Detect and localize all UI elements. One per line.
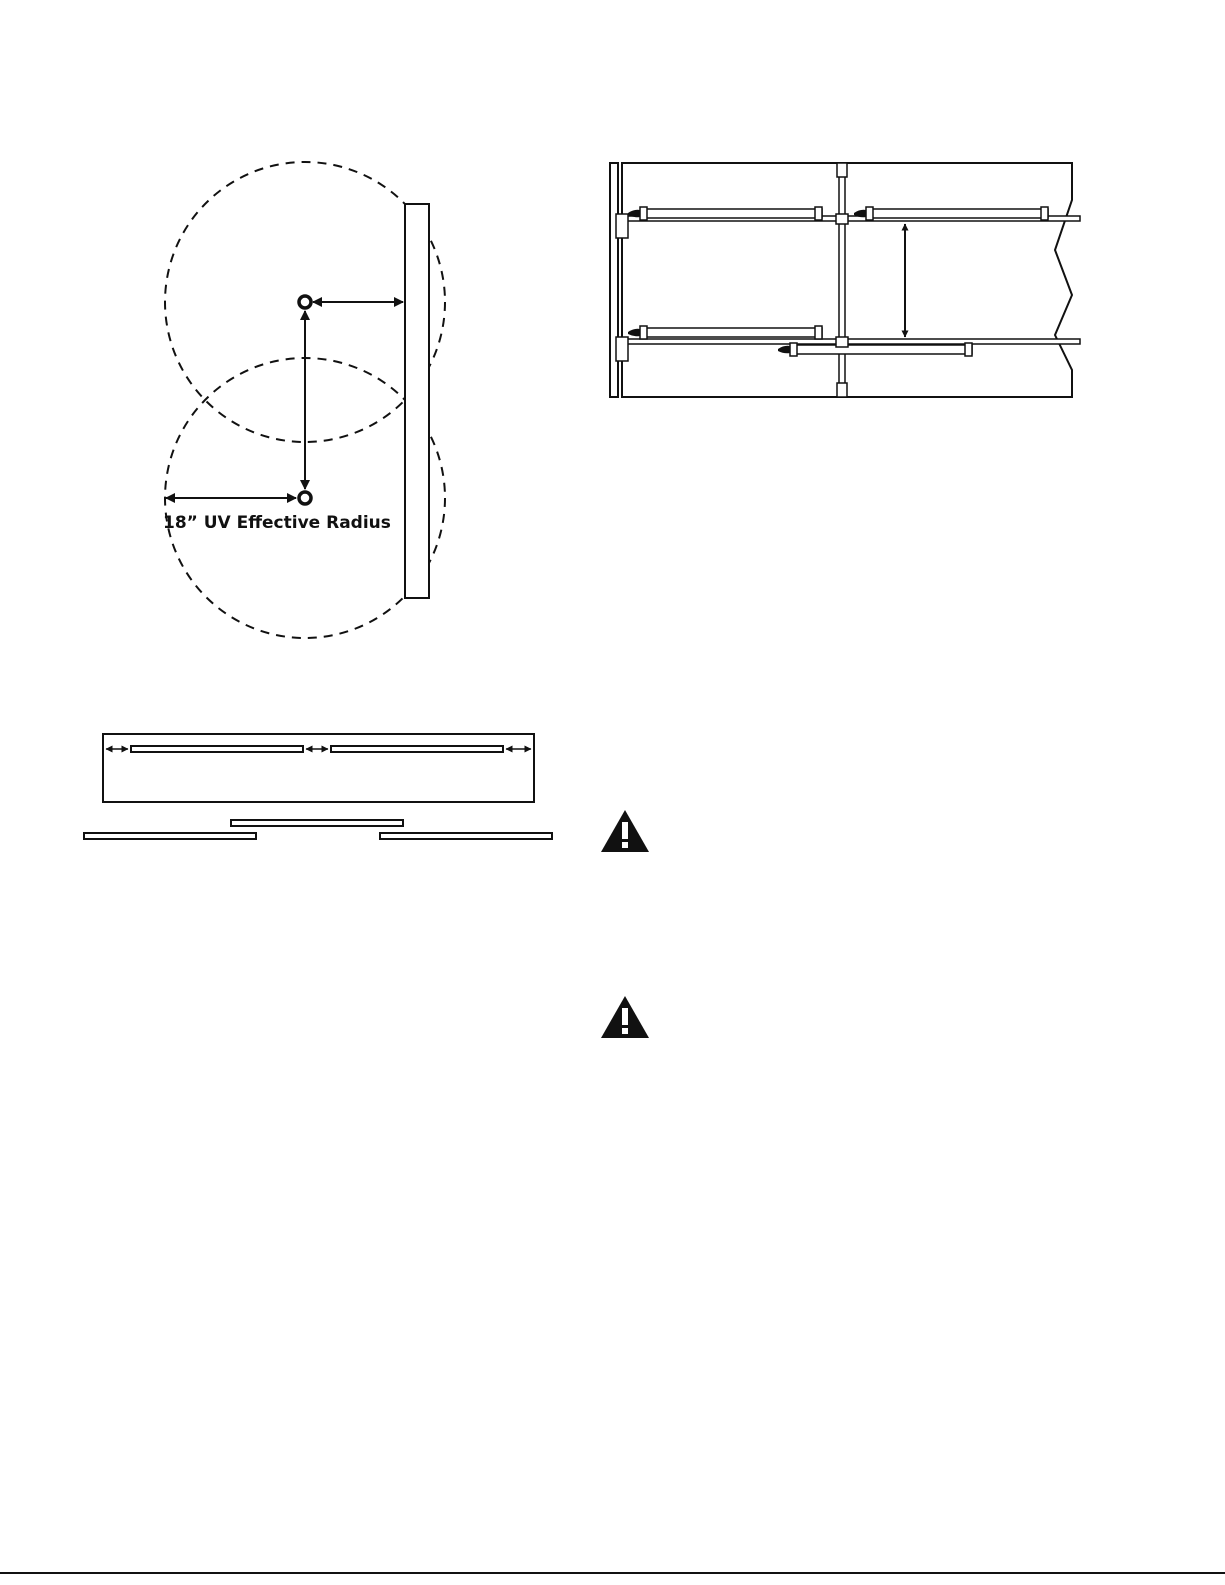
- rod-cap-bottom: [837, 383, 847, 397]
- staggered-lamp-right: [380, 833, 552, 839]
- staggered-lamp-left: [84, 833, 256, 839]
- rod-cap-top: [837, 163, 847, 177]
- lower-bracket: [616, 337, 628, 361]
- upper-lamp-left-end2: [815, 207, 822, 220]
- duct-panel-outline: [622, 163, 1072, 397]
- coil-panel: [405, 204, 429, 598]
- uv-radius-diagram: [163, 162, 445, 638]
- lower-lamp-offset-end: [790, 343, 797, 356]
- warning-triangle-icon: [601, 810, 649, 852]
- lower-lamp-offset-end2: [965, 343, 972, 356]
- uv-lamp-upper: [299, 296, 311, 308]
- warning-triangle-icon: [601, 996, 649, 1038]
- upper-clamp: [836, 214, 848, 224]
- lower-clamp: [836, 337, 848, 347]
- vertical-rod: [839, 163, 845, 397]
- lower-lamp-left-end: [640, 326, 647, 339]
- upper-lamp-left: [642, 209, 822, 218]
- lamp-spacing-diagram: [84, 734, 552, 839]
- housing-frame: [103, 734, 534, 802]
- staggered-lamp-top: [231, 820, 403, 826]
- lower-rail: [624, 339, 1080, 344]
- lower-lamp-offset: [792, 345, 972, 354]
- upper-lamp-right: [868, 209, 1048, 218]
- upper-lamp-right-end2: [1041, 207, 1048, 220]
- upper-lamp-left-end: [640, 207, 647, 220]
- lamp-right: [331, 746, 503, 752]
- mounting-wall: [610, 163, 618, 397]
- upper-bracket: [616, 214, 628, 238]
- lower-lamp-left-end2: [815, 326, 822, 339]
- uv-lamp-lower: [299, 492, 311, 504]
- radius-label: 18” UV Effective Radius: [163, 513, 391, 533]
- lamp-left: [131, 746, 303, 752]
- upper-lamp-right-end: [866, 207, 873, 220]
- page-bottom-rule: [0, 1572, 1225, 1574]
- lower-lamp-left: [642, 328, 822, 337]
- lamp-mounting-diagram: [610, 163, 1080, 397]
